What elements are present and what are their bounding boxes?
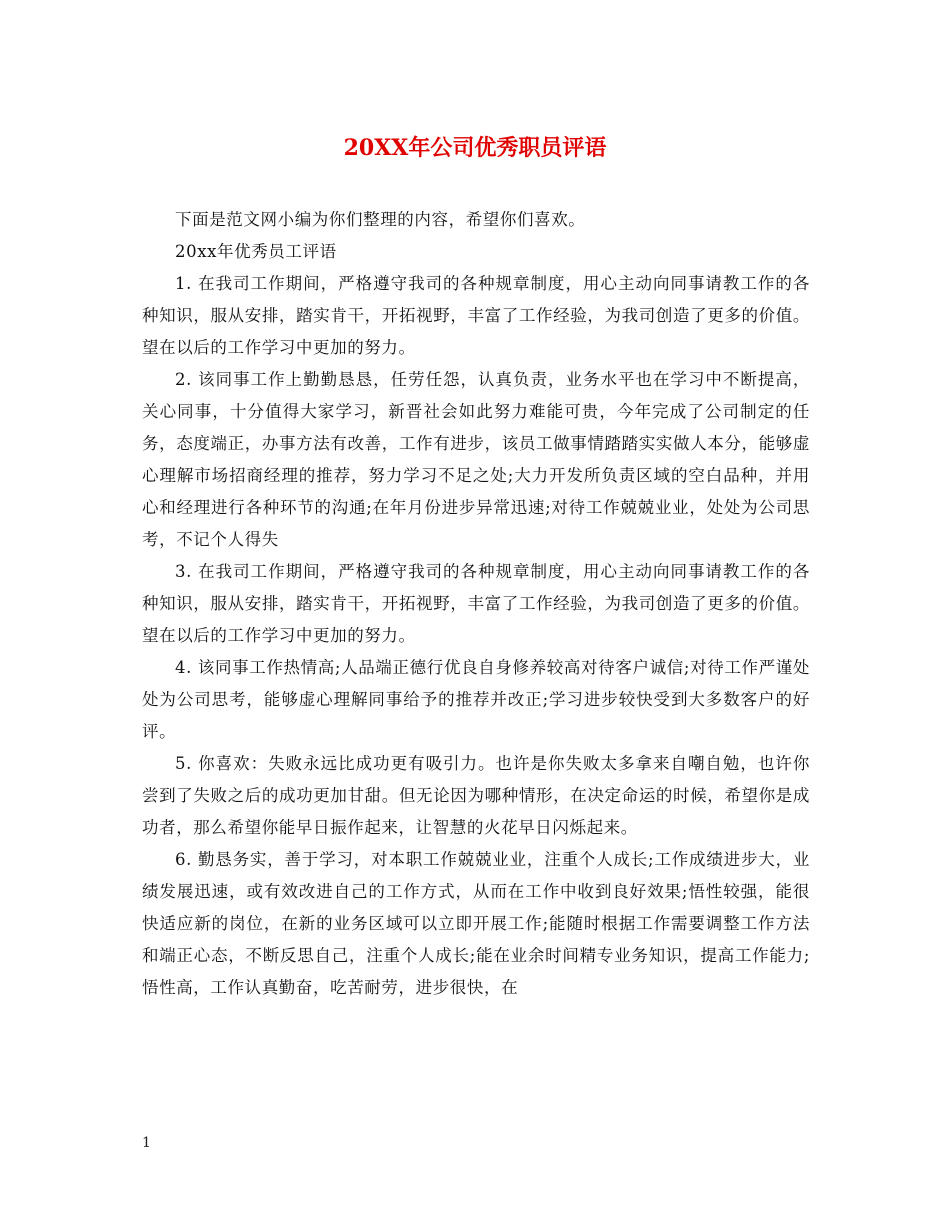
comment-paragraph-3: 3. 在我司工作期间，严格遵守我司的各种规章制度，用心主动向同事请教工作的各种知识，服从安排，踏实肯干，开拓视野，丰富了工作经验，为我司创造了更多的价值。望在以后的工作学习中更加的努力。: [142, 562, 810, 645]
comment-paragraph-6: 6. 勤恳务实，善于学习，对本职工作兢兢业业，注重个人成长;工作成绩进步大，业绩发展迅速，或有效改进自己的工作方式，从而在工作中收到良好效果;悟性较强，能很快适应新的岗位，在新的业务区域可以立即开展工作;能随时根据工作需要调整工作方法和端正心态，不断反思自己，注重个人成长;能在业余时间精专业务知识，提高工作能力;悟性高，工作认真勤奋，吃苦耐劳，进步很快，在: [142, 850, 810, 997]
comment-paragraph-5: 5. 你喜欢：失败永远比成功更有吸引力。也许是你失败太多拿来自嘲自勉，也许你尝到了失败之后的成功更加甘甜。但无论因为哪种情形，在决定命运的时候，希望你是成功者，那么希望你能早日振作起来，让智慧的火花早日闪烁起来。: [142, 754, 810, 837]
comment-paragraph-2: 2. 该同事工作上勤勤恳恳，任劳任怨，认真负责，业务水平也在学习中不断提高，关心同事，十分值得大家学习，新晋社会如此努力难能可贵，今年完成了公司制定的任务，态度端正，办事方法有改善，工作有进步，该员工做事情踏踏实实做人本分，能够虚心理解市场招商经理的推荐，努力学习不足之处;大力开发所负责区域的空白品种，并用心和经理进行各种环节的沟通;在年月份进步异常迅速;对待工作兢兢业业，处处为公司思考，不记个人得失: [142, 370, 810, 549]
comment-paragraph-1: 1. 在我司工作期间，严格遵守我司的各种规章制度，用心主动向同事请教工作的各种知识，服从安排，踏实肯干，开拓视野，丰富了工作经验，为我司创造了更多的价值。望在以后的工作学习中更加的努力。: [142, 274, 810, 357]
document-body: [142, 204, 810, 1004]
section-heading: 20xx年优秀员工评语: [175, 242, 337, 261]
page-number: 1: [142, 1135, 151, 1151]
comment-paragraph-4: 4. 该同事工作热情高;人品端正德行优良自身修养较高对待客户诚信;对待工作严谨处处为公司思考，能够虚心理解同事给予的推荐并改正;学习进步较快受到大多数客户的好评。: [142, 658, 810, 741]
intro-paragraph: 下面是范文网小编为你们整理的内容，希望你们喜欢。: [175, 210, 586, 229]
document-title: 20XX年公司优秀职员评语: [343, 135, 607, 161]
